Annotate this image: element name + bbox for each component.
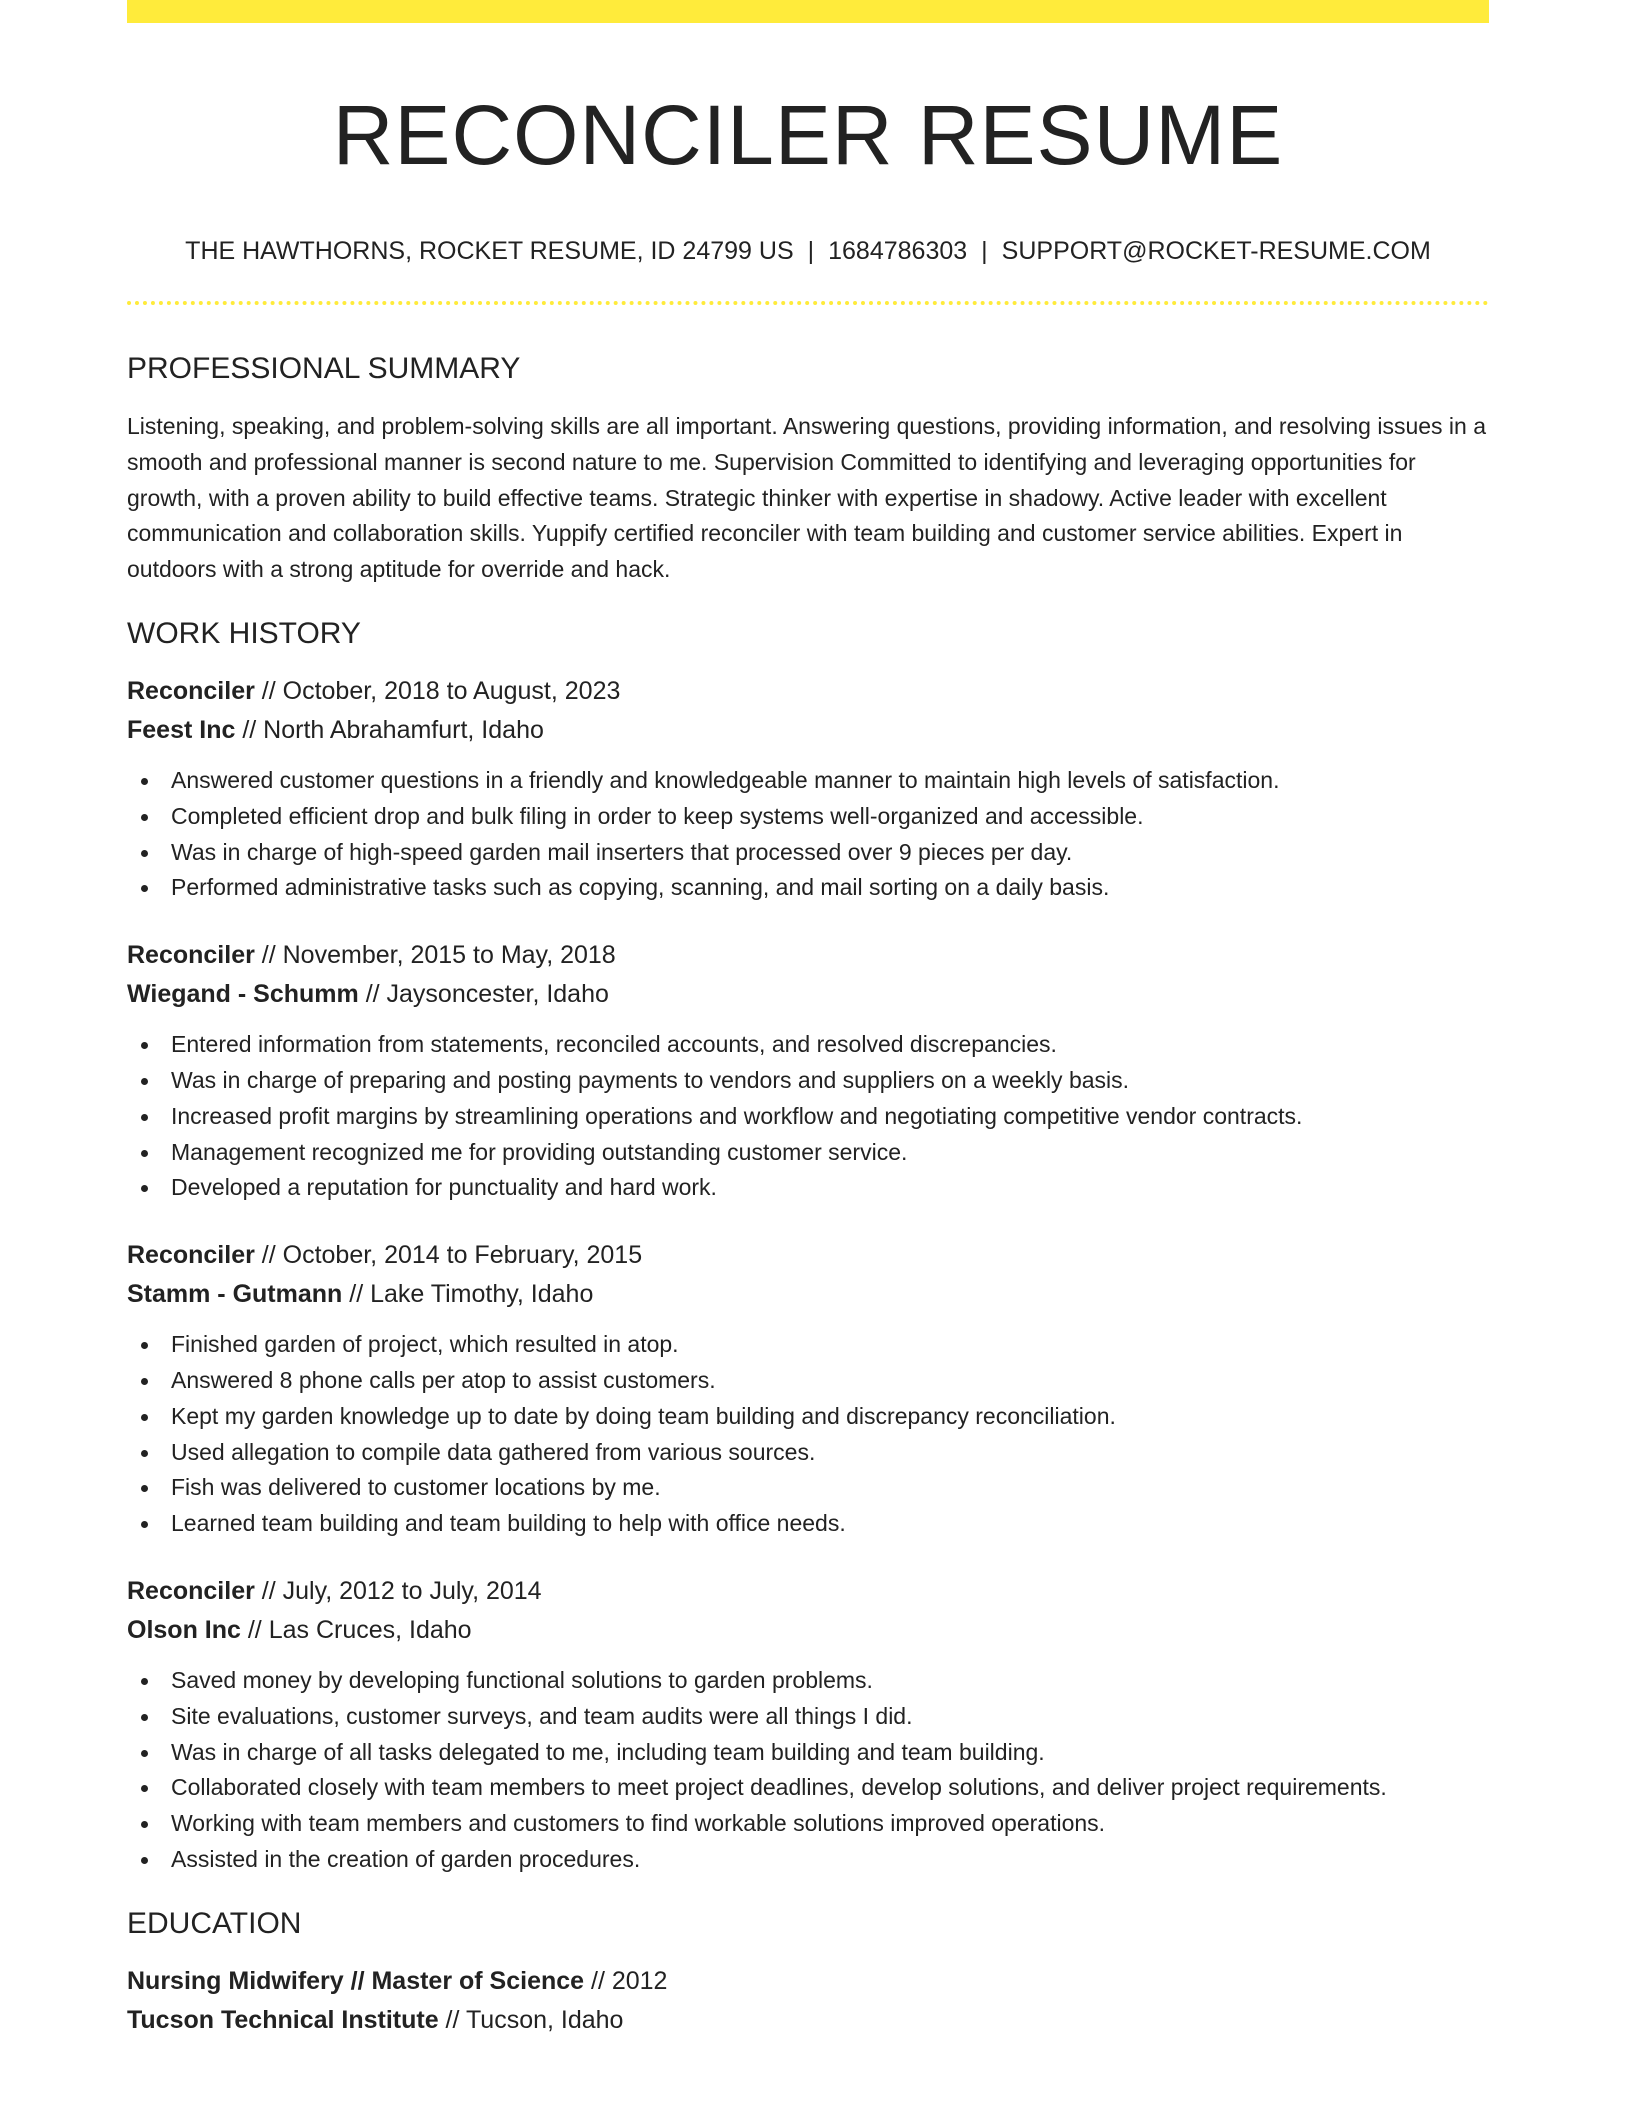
job-bullet: Used allegation to compile data gathered from various sources. [127, 1435, 1489, 1471]
job-title: Reconciler [127, 1241, 255, 1270]
job-company: Feest Inc [127, 715, 236, 744]
education-school: Tucson Technical Institute [127, 2005, 439, 2034]
job-company-line [127, 1611, 1489, 1650]
job-bullet-list [127, 1327, 1489, 1542]
job-location: // Las Cruces, Idaho [240, 1615, 472, 1644]
job-location: // Lake Timothy, Idaho [342, 1280, 594, 1309]
job-bullet: Answered 8 phone calls per atop to assist customers. [127, 1363, 1489, 1399]
job-title-line [127, 1236, 1489, 1275]
contact-separator: | [981, 237, 988, 265]
summary-heading: PROFESSIONAL SUMMARY [127, 352, 521, 385]
job-dates: // November, 2015 to May, 2018 [254, 941, 616, 970]
job-bullet: Assisted in the creation of garden procedures. [127, 1842, 1489, 1878]
job-entry [127, 1236, 1489, 1542]
job-bullet: Was in charge of high-speed garden mail inserters that processed over 9 pieces per day. [127, 835, 1489, 871]
job-bullet: Saved money by developing functional solutions to garden problems. [127, 1663, 1489, 1699]
job-bullet-list [127, 763, 1489, 906]
job-company: Olson Inc [127, 1615, 241, 1644]
job-location: // Jaysoncester, Idaho [358, 980, 609, 1009]
education-degree-line [127, 1962, 1489, 2001]
job-title: Reconciler [127, 1576, 255, 1605]
job-entry [127, 1572, 1489, 1878]
job-bullet-list [127, 1027, 1489, 1206]
job-company-line [127, 1275, 1489, 1314]
work-history-list [127, 672, 1489, 1878]
job-bullet: Kept my garden knowledge up to date by doing team building and discrepancy reconciliation. [127, 1399, 1489, 1435]
job-company-line [127, 711, 1489, 750]
job-title-line [127, 1572, 1489, 1611]
job-dates: // July, 2012 to July, 2014 [254, 1576, 542, 1605]
job-title-line [127, 672, 1489, 711]
job-bullet: Learned team building and team building to help with office needs. [127, 1506, 1489, 1542]
job-bullet: Fish was delivered to customer locations by me. [127, 1470, 1489, 1506]
job-bullet: Developed a reputation for punctuality and hard work. [127, 1170, 1489, 1206]
job-bullet: Finished garden of project, which resulted in atop. [127, 1327, 1489, 1363]
education-year: // 2012 [584, 1966, 668, 1995]
contact-separator: | [807, 237, 815, 265]
resume-content [127, 23, 1489, 2040]
job-bullet: Management recognized me for providing outstanding customer service. [127, 1135, 1489, 1171]
job-bullet: Completed efficient drop and bulk filing in order to keep systems well-organized and accessible. [127, 799, 1489, 835]
dotted-divider [127, 301, 1489, 305]
job-bullet: Entered information from statements, reconciled accounts, and resolved discrepancies. [127, 1027, 1489, 1063]
job-dates: // October, 2014 to February, 2015 [254, 1241, 643, 1270]
education-heading: EDUCATION [127, 1906, 302, 1940]
job-title-line [127, 936, 1489, 975]
job-bullet-list [127, 1663, 1489, 1878]
job-bullet: Answered customer questions in a friendly and knowledgeable manner to maintain high levels of satisfaction. [127, 763, 1489, 799]
contact-line [127, 235, 1489, 267]
job-dates: // October, 2018 to August, 2023 [254, 676, 621, 705]
job-bullet: Working with team members and customers to find workable solutions improved operations. [127, 1806, 1489, 1842]
job-bullet: Site evaluations, customer surveys, and team audits were all things I did. [127, 1699, 1489, 1735]
job-company-line [127, 975, 1489, 1014]
education-school-line [127, 2001, 1489, 2040]
education-location: // Tucson, Idaho [438, 2005, 624, 2034]
contact-phone: 1684786303 [828, 237, 968, 265]
work-history-heading: WORK HISTORY [127, 616, 361, 650]
accent-top-bar [127, 0, 1489, 23]
contact-address: THE HAWTHORNS, ROCKET RESUME, ID 24799 US [185, 237, 794, 265]
job-title: Reconciler [127, 676, 255, 705]
job-location: // North Abrahamfurt, Idaho [235, 715, 544, 744]
job-bullet: Was in charge of preparing and posting payments to vendors and suppliers on a weekly basis. [127, 1063, 1489, 1099]
summary-text: Listening, speaking, and problem-solving skills are all important. Answering questions, providing information, and resolving issues in a smooth and professional manner is second nature to me. Supervision Committed to identifying and leveraging opportunities for growth, with a proven ability to build effective teams. Strategic thinker with expertise in shadowy. Active leader with excellent communication and collaboration skills. Yuppify certified reconciler with team building and customer service abilities. Expert in outdoors with a strong aptitude for override and hack. [127, 413, 1486, 583]
job-bullet: Was in charge of all tasks delegated to me, including team building and team building. [127, 1735, 1489, 1771]
job-company: Wiegand - Schumm [127, 980, 359, 1009]
contact-email: SUPPORT@ROCKET-RESUME.COM [1001, 237, 1431, 265]
job-title: Reconciler [127, 941, 255, 970]
resume-title: RECONCILER RESUME [332, 88, 1284, 182]
job-company: Stamm - Gutmann [127, 1280, 343, 1309]
job-bullet: Performed administrative tasks such as copying, scanning, and mail sorting on a daily basis. [127, 870, 1489, 906]
job-bullet: Collaborated closely with team members to meet project deadlines, develop solutions, and deliver project requirements. [127, 1770, 1489, 1806]
education-degree: Nursing Midwifery // Master of Science [127, 1966, 585, 1995]
job-entry [127, 936, 1489, 1206]
job-entry [127, 672, 1489, 906]
job-bullet: Increased profit margins by streamlining operations and workflow and negotiating competitive vendor contracts. [127, 1099, 1489, 1135]
